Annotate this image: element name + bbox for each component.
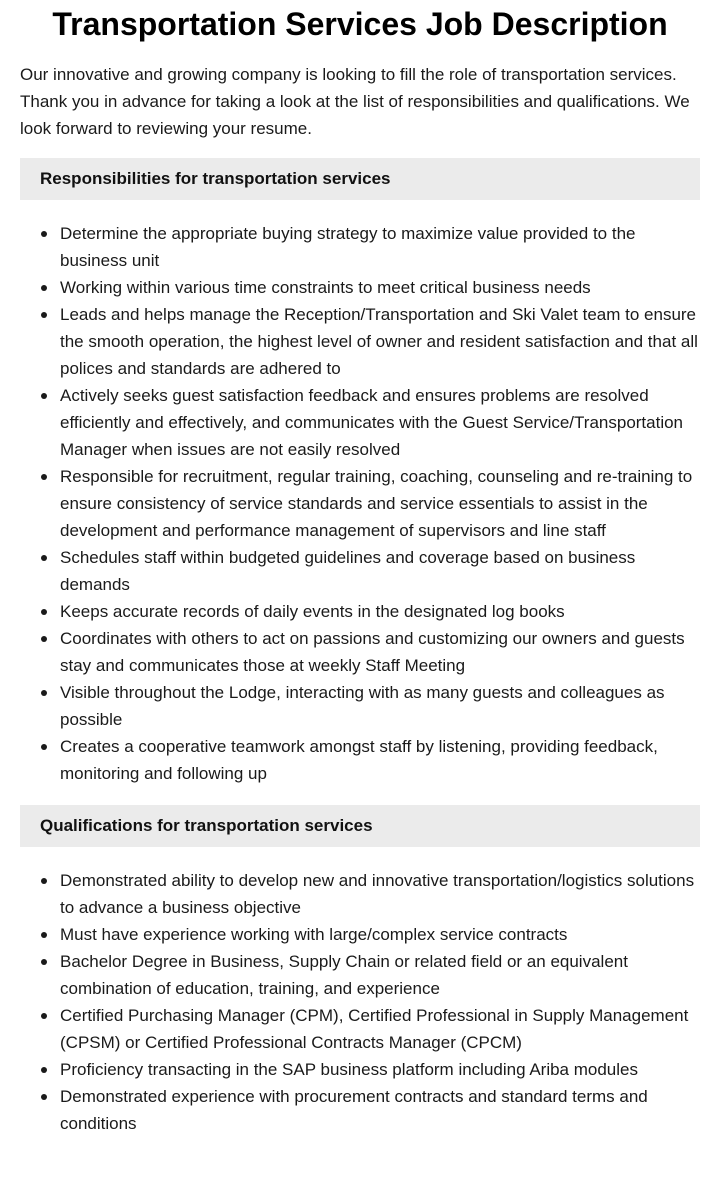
bullet-icon	[41, 1094, 47, 1100]
list-item-text: Actively seeks guest satisfaction feedback and ensures problems are resolved efficiently and effectively, and communicates with the Guest Service/Transportation Manager when issues are not easily resolved	[60, 386, 684, 459]
bullet-icon	[41, 312, 47, 318]
bullet-icon	[41, 555, 47, 561]
list-item	[20, 544, 700, 598]
list-item-text: Must have experience working with large/complex service contracts	[60, 925, 568, 944]
list-item	[20, 1056, 700, 1083]
list-item-text: Coordinates with others to act on passions and customizing our owners and guests stay and communicates those at weekly Staff Meeting	[60, 629, 685, 675]
list-item-text: Bachelor Degree in Business, Supply Chain or related field or an equivalent combination of education, training, and experience	[60, 952, 628, 998]
list-item	[20, 679, 700, 733]
list-item-text: Visible throughout the Lodge, interacting with as many guests and colleagues as possible	[60, 683, 665, 729]
list-item	[20, 382, 700, 463]
bullet-icon	[41, 1013, 47, 1019]
list-item	[20, 1002, 700, 1056]
responsibilities-list	[20, 220, 700, 787]
bullet-icon	[41, 285, 47, 291]
list-item-text: Proficiency transacting in the SAP business platform including Ariba modules	[60, 1060, 638, 1079]
list-item	[20, 274, 700, 301]
list-item	[20, 867, 700, 921]
qualifications-list	[20, 867, 700, 1137]
list-item	[20, 625, 700, 679]
list-item-text: Keeps accurate records of daily events in the designated log books	[60, 602, 565, 621]
list-item-text: Schedules staff within budgeted guidelines and coverage based on business demands	[60, 548, 636, 594]
qualifications-heading: Qualifications for transportation services	[20, 805, 700, 847]
list-item-text: Demonstrated ability to develop new and innovative transportation/logistics solutions to advance a business objective	[60, 871, 695, 917]
bullet-icon	[41, 932, 47, 938]
bullet-icon	[41, 393, 47, 399]
bullet-icon	[41, 474, 47, 480]
list-item	[20, 220, 700, 274]
bullet-icon	[41, 1067, 47, 1073]
responsibilities-heading: Responsibilities for transportation services	[20, 158, 700, 200]
bullet-icon	[41, 878, 47, 884]
bullet-icon	[41, 959, 47, 965]
list-item-text: Creates a cooperative teamwork amongst staff by listening, providing feedback, monitoring and following up	[60, 737, 658, 783]
list-item-text: Demonstrated experience with procurement contracts and standard terms and conditions	[60, 1087, 648, 1133]
intro-paragraph: Our innovative and growing company is looking to fill the role of transportation services. Thank you in advance for taking a look at the list of responsibilities and qualifications. We look forward to reviewing your resume.	[20, 65, 690, 138]
list-item	[20, 463, 700, 544]
bullet-icon	[41, 744, 47, 750]
list-item-text: Working within various time constraints to meet critical business needs	[60, 278, 591, 297]
list-item-text: Responsible for recruitment, regular training, coaching, counseling and re-training to ensure consistency of service standards and service essentials to assist in the development and performance management of supervisors and line staff	[60, 467, 693, 540]
list-item	[20, 301, 700, 382]
bullet-icon	[41, 609, 47, 615]
page-title: Transportation Services Job Description	[52, 6, 668, 42]
list-item	[20, 921, 700, 948]
list-item	[20, 948, 700, 1002]
list-item	[20, 1083, 700, 1137]
section-spacer	[20, 787, 700, 805]
list-item-text: Determine the appropriate buying strategy to maximize value provided to the business unit	[60, 224, 636, 270]
list-item-text: Certified Purchasing Manager (CPM), Certified Professional in Supply Management (CPSM) or Certified Professional Contracts Manager (CPCM)	[60, 1006, 689, 1052]
bullet-icon	[41, 690, 47, 696]
bullet-icon	[41, 636, 47, 642]
list-item-text: Leads and helps manage the Reception/Transportation and Ski Valet team to ensure the smooth operation, the highest level of owner and resident satisfaction and that all polices and standards are adhered to	[60, 305, 698, 378]
list-item	[20, 598, 700, 625]
bullet-icon	[41, 231, 47, 237]
list-item	[20, 733, 700, 787]
